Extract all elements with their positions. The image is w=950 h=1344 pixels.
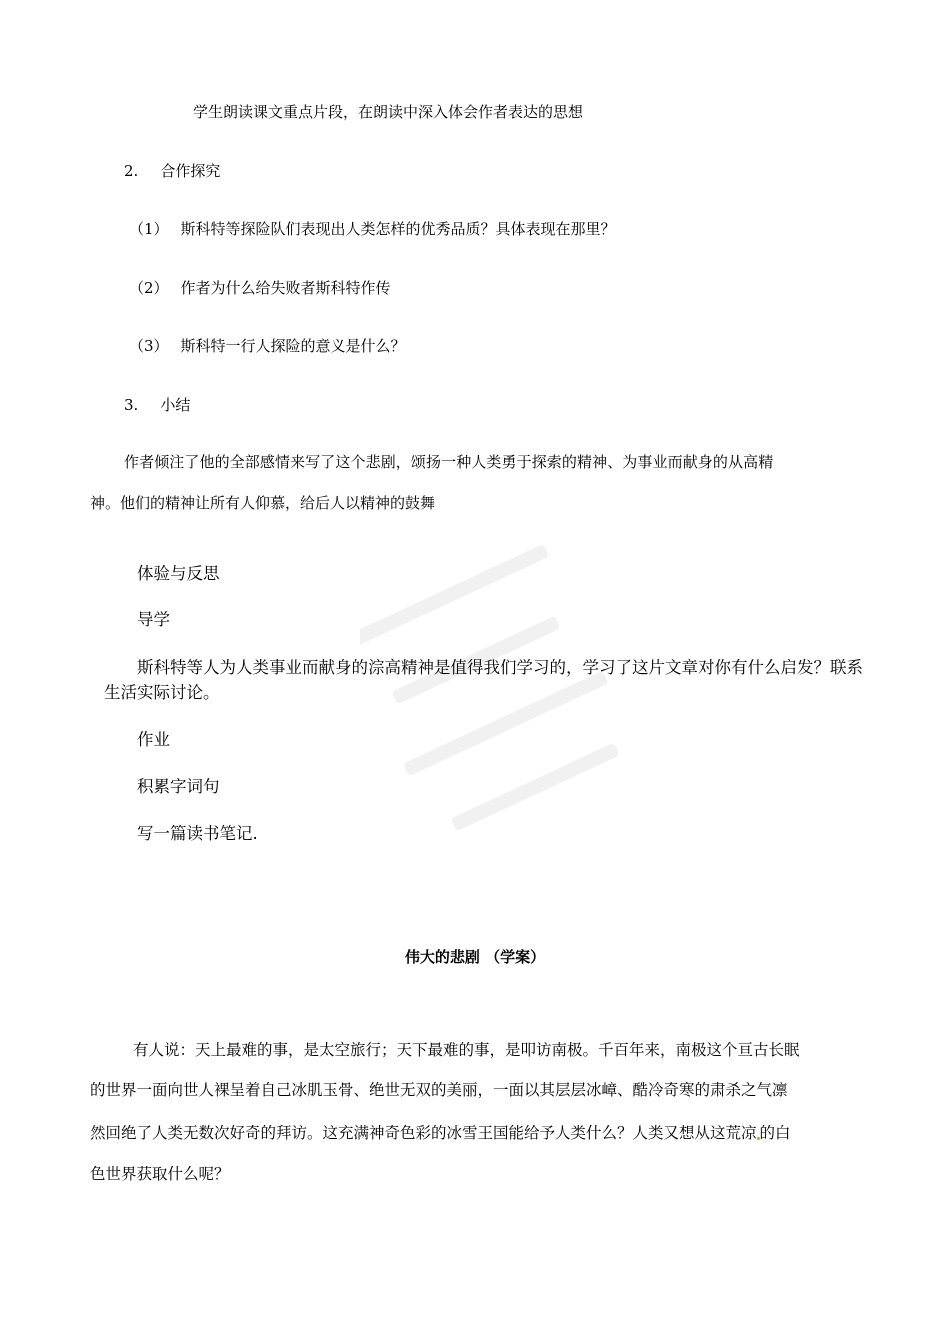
question-2-text: 作者为什么给失败者斯科特作传 [180, 279, 391, 297]
question-3-text: 斯科特一行人探险的意义是什么？ [180, 337, 406, 355]
homework-item-1: 积累字词句 [137, 777, 220, 796]
cooperation-number: 2. [124, 162, 139, 180]
question-3-number: （3） [129, 337, 169, 355]
summary-line-2: 神。他们的精神让所有人仰慕，给后人以精神的鼓舞 [90, 494, 436, 512]
homework-item-2: 写一篇读书笔记. [137, 824, 258, 843]
watermark-logo [360, 540, 620, 840]
study-plan-para-line-3-main: 然回绝了人类无数次好奇的拜访。这充满神奇色彩的冰雪王国能给予人类什么？人类又想从这荒凉 [90, 1124, 757, 1142]
study-plan-title: 伟大的悲剧 （学案） [404, 948, 546, 966]
study-plan-para-line-3 [90, 1124, 791, 1142]
summary-heading-row [124, 396, 190, 414]
summary-number: 3. [124, 396, 139, 414]
guide-line-1: 斯科特等人为人类事业而献身的淙高精神是值得我们学习的，学习了这片文章对你有什么启发？联系 [137, 658, 863, 677]
study-plan-para-line-2: 的世界一面向世人裸呈着自己冰肌玉骨、绝世无双的美丽，一面以其层层冰嶂、酷冷奇寒的肃杀之气凛 [90, 1081, 788, 1099]
question-2-number: （2） [129, 279, 169, 297]
guide-line-2: 生活实际讨论。 [104, 683, 220, 702]
study-plan-para-line-4: 色世界获取什么呢？ [90, 1165, 230, 1183]
summary-line-1: 作者倾注了他的全部感情来写了这个悲剧，颂扬一种人类勇于探索的精神、为事业而献身的从高精 [124, 453, 774, 471]
question-1-text: 斯科特等探险队们表现出人类怎样的优秀品质？具体表现在那里？ [180, 220, 616, 238]
study-plan-para-line-1: 有人说：天上最难的事，是太空旅行；天下最难的事，是叩访南极。千百年来，南极这个亘古长眠 [133, 1041, 800, 1059]
question-1-number: （1） [129, 220, 169, 238]
cooperation-heading-row [124, 162, 220, 180]
question-2 [129, 279, 391, 297]
reading-instruction: 学生朗读课文重点片段，在朗读中深入体会作者表达的思想 [193, 103, 584, 121]
question-3 [129, 337, 406, 355]
cooperation-heading: 合作探究 [160, 162, 221, 180]
homework-heading: 作业 [137, 730, 170, 749]
question-1 [129, 220, 616, 238]
study-plan-para-line-3-tail: 的白 [759, 1124, 791, 1142]
reflection-heading: 体验与反思 [137, 564, 220, 583]
guide-heading: 导学 [137, 610, 170, 629]
summary-heading: 小结 [160, 396, 191, 414]
